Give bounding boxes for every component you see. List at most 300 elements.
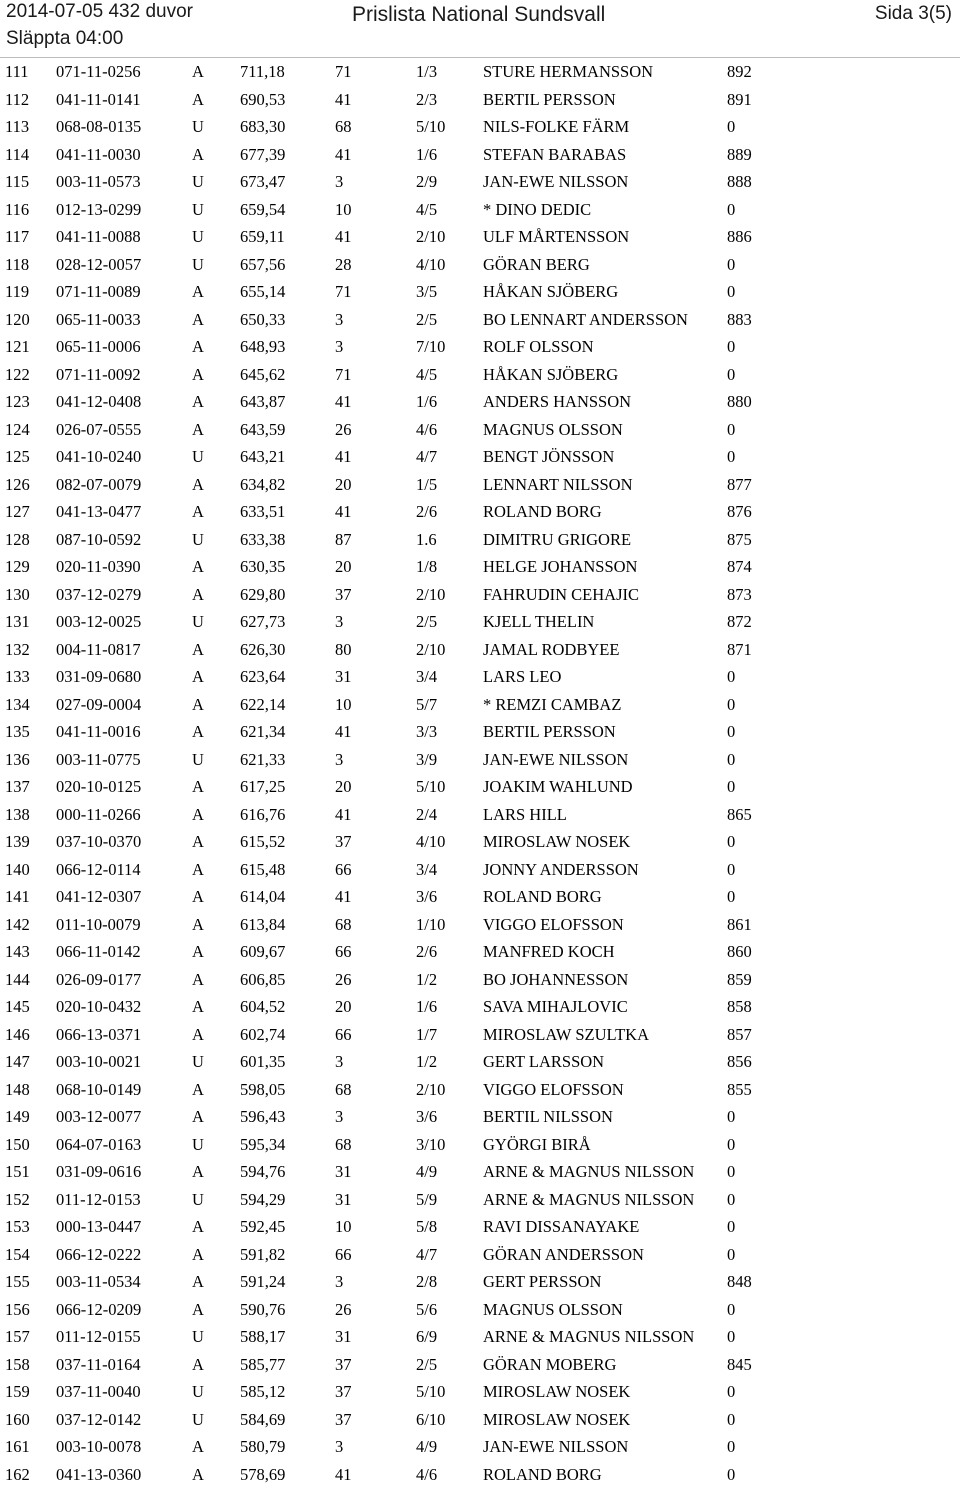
points-cell: 861 [727,916,752,934]
ring-number-cell: 068-08-0135 [56,118,141,136]
position-cell: 4/6 [416,421,437,439]
rank-cell: 132 [5,641,30,659]
rank-cell: 139 [5,833,30,851]
club-cell: 41 [335,91,352,109]
position-cell: 1/6 [416,146,437,164]
points-cell: 888 [727,173,752,191]
speed-cell: 615,52 [240,833,285,851]
owner-name-cell: GÖRAN ANDERSSON [483,1246,644,1264]
rank-cell: 145 [5,998,30,1016]
points-cell: 873 [727,586,752,604]
ring-number-cell: 068-10-0149 [56,1081,141,1099]
sex-cell: A [192,1273,204,1291]
ring-number-cell: 041-11-0088 [56,228,141,246]
table-row [0,691,960,719]
club-cell: 26 [335,1301,352,1319]
speed-cell: 601,35 [240,1053,285,1071]
club-cell: 66 [335,1246,352,1264]
ring-number-cell: 041-13-0360 [56,1466,141,1484]
owner-name-cell: SAVA MIHAJLOVIC [483,998,628,1016]
rank-cell: 143 [5,943,30,961]
speed-cell: 634,82 [240,476,285,494]
position-cell: 3/4 [416,861,437,879]
sex-cell: A [192,558,204,576]
speed-cell: 596,43 [240,1108,285,1126]
speed-cell: 627,73 [240,613,285,631]
speed-cell: 621,33 [240,751,285,769]
sex-cell: A [192,283,204,301]
club-cell: 37 [335,833,352,851]
rank-cell: 130 [5,586,30,604]
table-row [0,553,960,581]
owner-name-cell: HELGE JOHANSSON [483,558,637,576]
owner-name-cell: JAN-EWE NILSSON [483,1438,628,1456]
sex-cell: U [192,1053,204,1071]
speed-cell: 683,30 [240,118,285,136]
owner-name-cell: NILS-FOLKE FÄRM [483,118,629,136]
speed-cell: 592,45 [240,1218,285,1236]
points-cell: 857 [727,1026,752,1044]
speed-cell: 614,04 [240,888,285,906]
rank-cell: 129 [5,558,30,576]
ring-number-cell: 065-11-0006 [56,338,141,356]
speed-cell: 578,69 [240,1466,285,1484]
page-number: Sida 3(5) [875,3,952,25]
club-cell: 41 [335,806,352,824]
owner-name-cell: GERT LARSSON [483,1053,604,1071]
table-row [0,251,960,279]
table-row [0,498,960,526]
ring-number-cell: 037-11-0040 [56,1383,141,1401]
table-row [0,223,960,251]
sex-cell: U [192,201,204,219]
points-cell: 0 [727,778,735,796]
sex-cell: A [192,503,204,521]
ring-number-cell: 003-10-0021 [56,1053,141,1071]
speed-cell: 622,14 [240,696,285,714]
rank-cell: 121 [5,338,30,356]
club-cell: 71 [335,283,352,301]
points-cell: 0 [727,668,735,686]
position-cell: 2/10 [416,586,445,604]
sex-cell: A [192,1356,204,1374]
owner-name-cell: VIGGO ELOFSSON [483,916,624,934]
table-row [0,911,960,939]
owner-name-cell: GERT PERSSON [483,1273,601,1291]
sex-cell: A [192,311,204,329]
ring-number-cell: 028-12-0057 [56,256,141,274]
points-cell: 860 [727,943,752,961]
points-cell: 0 [727,751,735,769]
position-cell: 4/9 [416,1163,437,1181]
sex-cell: A [192,696,204,714]
rank-cell: 151 [5,1163,30,1181]
ring-number-cell: 037-11-0164 [56,1356,141,1374]
points-cell: 886 [727,228,752,246]
club-cell: 20 [335,778,352,796]
speed-cell: 594,29 [240,1191,285,1209]
ring-number-cell: 004-11-0817 [56,641,141,659]
speed-cell: 606,85 [240,971,285,989]
points-cell: 0 [727,1218,735,1236]
rank-cell: 138 [5,806,30,824]
sex-cell: U [192,613,204,631]
owner-name-cell: * REMZI CAMBAZ [483,696,621,714]
rank-cell: 123 [5,393,30,411]
owner-name-cell: BENGT JÖNSSON [483,448,614,466]
speed-cell: 604,52 [240,998,285,1016]
rank-cell: 137 [5,778,30,796]
owner-name-cell: BERTIL NILSSON [483,1108,613,1126]
table-row [0,1433,960,1461]
sex-cell: A [192,1081,204,1099]
owner-name-cell: MANFRED KOCH [483,943,615,961]
table-row [0,333,960,361]
rank-cell: 120 [5,311,30,329]
ring-number-cell: 003-10-0078 [56,1438,141,1456]
position-cell: 6/10 [416,1411,445,1429]
rank-cell: 148 [5,1081,30,1099]
rank-cell: 152 [5,1191,30,1209]
rank-cell: 119 [5,283,29,301]
points-cell: 865 [727,806,752,824]
rank-cell: 115 [5,173,29,191]
table-row [0,58,960,86]
ring-number-cell: 037-12-0142 [56,1411,141,1429]
points-cell: 871 [727,641,752,659]
club-cell: 31 [335,1163,352,1181]
owner-name-cell: BERTIL PERSSON [483,91,616,109]
points-cell: 874 [727,558,752,576]
sex-cell: U [192,1328,204,1346]
ring-number-cell: 066-11-0142 [56,943,141,961]
sex-cell: A [192,1466,204,1484]
position-cell: 1/3 [416,63,437,81]
sex-cell: A [192,476,204,494]
position-cell: 7/10 [416,338,445,356]
table-row [0,1461,960,1488]
speed-cell: 655,14 [240,283,285,301]
club-cell: 41 [335,146,352,164]
table-row [0,196,960,224]
rank-cell: 134 [5,696,30,714]
points-cell: 889 [727,146,752,164]
table-row [0,526,960,554]
table-row [0,1378,960,1406]
points-cell: 880 [727,393,752,411]
ring-number-cell: 000-11-0266 [56,806,141,824]
table-row [0,141,960,169]
speed-cell: 584,69 [240,1411,285,1429]
rank-cell: 158 [5,1356,30,1374]
club-cell: 10 [335,696,352,714]
points-cell: 0 [727,1383,735,1401]
owner-name-cell: MIROSLAW SZULTKA [483,1026,649,1044]
ring-number-cell: 066-12-0114 [56,861,141,879]
sex-cell: A [192,998,204,1016]
owner-name-cell: ROLAND BORG [483,888,602,906]
ring-number-cell: 003-11-0534 [56,1273,141,1291]
speed-cell: 615,48 [240,861,285,879]
club-cell: 31 [335,1191,352,1209]
position-cell: 2/3 [416,91,437,109]
speed-cell: 594,76 [240,1163,285,1181]
club-cell: 31 [335,1328,352,1346]
owner-name-cell: DIMITRU GRIGORE [483,531,631,549]
ring-number-cell: 031-09-0680 [56,668,141,686]
club-cell: 3 [335,751,343,769]
ring-number-cell: 003-12-0025 [56,613,141,631]
speed-cell: 648,93 [240,338,285,356]
club-cell: 41 [335,393,352,411]
club-cell: 68 [335,118,352,136]
position-cell: 4/6 [416,1466,437,1484]
speed-cell: 711,18 [240,63,285,81]
position-cell: 2/10 [416,641,445,659]
rank-cell: 161 [5,1438,30,1456]
ring-number-cell: 041-11-0030 [56,146,141,164]
club-cell: 3 [335,1053,343,1071]
position-cell: 3/4 [416,668,437,686]
table-row [0,86,960,114]
sex-cell: U [192,751,204,769]
club-cell: 37 [335,1356,352,1374]
rank-cell: 131 [5,613,30,631]
points-cell: 0 [727,888,735,906]
points-cell: 845 [727,1356,752,1374]
owner-name-cell: ANDERS HANSSON [483,393,631,411]
points-cell: 0 [727,723,735,741]
table-row [0,1351,960,1379]
position-cell: 4/10 [416,256,445,274]
table-row [0,1241,960,1269]
owner-name-cell: BO LENNART ANDERSSON [483,311,688,329]
position-cell: 5/10 [416,1383,445,1401]
rank-cell: 136 [5,751,30,769]
owner-name-cell: GÖRAN BERG [483,256,590,274]
sex-cell: A [192,146,204,164]
rank-cell: 154 [5,1246,30,1264]
table-row [0,1213,960,1241]
club-cell: 37 [335,586,352,604]
club-cell: 20 [335,558,352,576]
points-cell: 0 [727,1246,735,1264]
sex-cell: A [192,723,204,741]
sex-cell: A [192,91,204,109]
points-cell: 0 [727,283,735,301]
table-row [0,746,960,774]
position-cell: 3/5 [416,283,437,301]
sex-cell: U [192,1136,204,1154]
club-cell: 10 [335,1218,352,1236]
club-cell: 37 [335,1383,352,1401]
ring-number-cell: 020-10-0125 [56,778,141,796]
rank-cell: 153 [5,1218,30,1236]
table-row [0,1296,960,1324]
points-cell: 0 [727,1191,735,1209]
owner-name-cell: RAVI DISSANAYAKE [483,1218,639,1236]
sex-cell: A [192,338,204,356]
club-cell: 3 [335,613,343,631]
table-row [0,416,960,444]
owner-name-cell: STEFAN BARABAS [483,146,626,164]
table-row [0,938,960,966]
table-row [0,1186,960,1214]
table-row [0,168,960,196]
speed-cell: 677,39 [240,146,285,164]
speed-cell: 591,24 [240,1273,285,1291]
sex-cell: A [192,916,204,934]
ring-number-cell: 041-11-0016 [56,723,141,741]
position-cell: 2/5 [416,613,437,631]
table-row [0,113,960,141]
owner-name-cell: BO JOHANNESSON [483,971,628,989]
sex-cell: U [192,173,204,191]
club-cell: 68 [335,1081,352,1099]
position-cell: 1/7 [416,1026,437,1044]
points-cell: 855 [727,1081,752,1099]
sex-cell: A [192,1246,204,1264]
club-cell: 71 [335,366,352,384]
sex-cell: U [192,228,204,246]
position-cell: 6/9 [416,1328,437,1346]
owner-name-cell: BERTIL PERSSON [483,723,616,741]
position-cell: 4/7 [416,1246,437,1264]
position-cell: 2/6 [416,943,437,961]
points-cell: 0 [727,696,735,714]
sex-cell: A [192,1301,204,1319]
rank-cell: 159 [5,1383,30,1401]
club-cell: 28 [335,256,352,274]
position-cell: 3/10 [416,1136,445,1154]
ring-number-cell: 087-10-0592 [56,531,141,549]
ring-number-cell: 003-11-0775 [56,751,141,769]
rank-cell: 135 [5,723,30,741]
speed-cell: 645,62 [240,366,285,384]
sex-cell: A [192,421,204,439]
table-row [0,1268,960,1296]
rank-cell: 118 [5,256,29,274]
points-cell: 0 [727,833,735,851]
ring-number-cell: 041-10-0240 [56,448,141,466]
club-cell: 20 [335,998,352,1016]
sex-cell: U [192,1191,204,1209]
speed-cell: 613,84 [240,916,285,934]
owner-name-cell: GÖRAN MOBERG [483,1356,616,1374]
table-row [0,828,960,856]
rank-cell: 125 [5,448,30,466]
rank-cell: 155 [5,1273,30,1291]
rank-cell: 128 [5,531,30,549]
points-cell: 0 [727,1163,735,1181]
points-cell: 0 [727,1108,735,1126]
owner-name-cell: ULF MÅRTENSSON [483,228,629,246]
speed-cell: 690,53 [240,91,285,109]
points-cell: 0 [727,1438,735,1456]
club-cell: 66 [335,1026,352,1044]
speed-cell: 590,76 [240,1301,285,1319]
points-cell: 883 [727,311,752,329]
speed-cell: 650,33 [240,311,285,329]
speed-cell: 657,56 [240,256,285,274]
points-cell: 876 [727,503,752,521]
position-cell: 5/7 [416,696,437,714]
club-cell: 3 [335,173,343,191]
owner-name-cell: ROLF OLSSON [483,338,593,356]
points-cell: 877 [727,476,752,494]
club-cell: 20 [335,476,352,494]
ring-number-cell: 027-09-0004 [56,696,141,714]
ring-number-cell: 066-12-0209 [56,1301,141,1319]
ring-number-cell: 026-09-0177 [56,971,141,989]
club-cell: 41 [335,228,352,246]
owner-name-cell: JOAKIM WAHLUND [483,778,633,796]
club-cell: 41 [335,448,352,466]
ring-number-cell: 020-11-0390 [56,558,141,576]
rank-cell: 111 [5,63,29,81]
ring-number-cell: 011-12-0155 [56,1328,141,1346]
sex-cell: A [192,393,204,411]
sex-cell: A [192,806,204,824]
ring-number-cell: 041-12-0307 [56,888,141,906]
speed-cell: 673,47 [240,173,285,191]
speed-cell: 626,30 [240,641,285,659]
points-cell: 872 [727,613,752,631]
rank-cell: 140 [5,861,30,879]
owner-name-cell: JAMAL RODBYEE [483,641,619,659]
speed-cell: 629,80 [240,586,285,604]
position-cell: 4/9 [416,1438,437,1456]
points-cell: 892 [727,63,752,81]
points-cell: 0 [727,421,735,439]
position-cell: 3/9 [416,751,437,769]
table-row [0,1131,960,1159]
club-cell: 68 [335,1136,352,1154]
rank-cell: 146 [5,1026,30,1044]
points-cell: 0 [727,118,735,136]
position-cell: 1/8 [416,558,437,576]
speed-cell: 643,87 [240,393,285,411]
position-cell: 1/2 [416,1053,437,1071]
club-cell: 10 [335,201,352,219]
sex-cell: A [192,366,204,384]
rank-cell: 133 [5,668,30,686]
speed-cell: 609,67 [240,943,285,961]
table-row [0,608,960,636]
table-row [0,471,960,499]
position-cell: 2/10 [416,228,445,246]
table-row [0,443,960,471]
table-row [0,361,960,389]
sex-cell: A [192,861,204,879]
table-row [0,663,960,691]
speed-cell: 591,82 [240,1246,285,1264]
position-cell: 2/10 [416,1081,445,1099]
club-cell: 3 [335,338,343,356]
owner-name-cell: LARS HILL [483,806,567,824]
points-cell: 891 [727,91,752,109]
ring-number-cell: 037-10-0370 [56,833,141,851]
points-cell: 848 [727,1273,752,1291]
ring-number-cell: 020-10-0432 [56,998,141,1016]
ring-number-cell: 071-11-0089 [56,283,141,301]
owner-name-cell: MAGNUS OLSSON [483,421,623,439]
points-cell: 856 [727,1053,752,1071]
owner-name-cell: MAGNUS OLSSON [483,1301,623,1319]
table-row [0,801,960,829]
rank-cell: 141 [5,888,30,906]
owner-name-cell: JAN-EWE NILSSON [483,751,628,769]
